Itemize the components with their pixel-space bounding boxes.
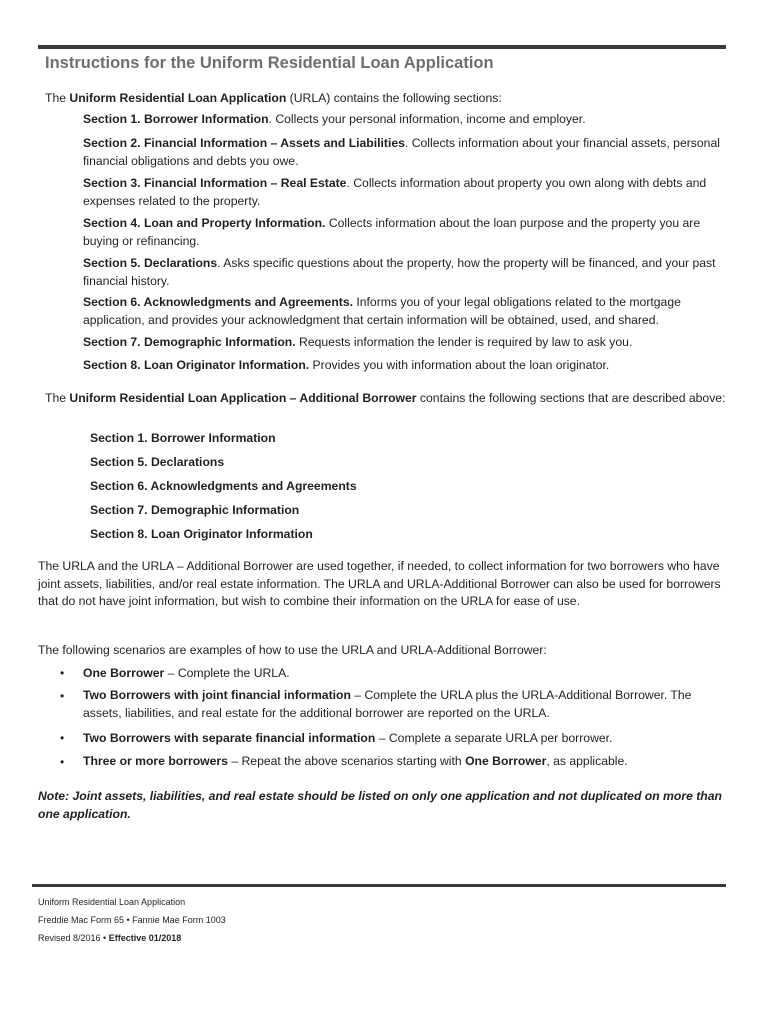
section-2-item xyxy=(83,135,738,170)
additional-pre: The xyxy=(45,391,70,405)
additional-section-item: Section 5. Declarations xyxy=(90,455,225,469)
section-text: Informs you of your legal obligations related to the mortgage application, and provides your acknowledgment that certain information will be obtained, used, and shared. xyxy=(83,295,681,327)
bullet-icon: • xyxy=(60,731,65,745)
additional-section-item: Section 1. Borrower Information xyxy=(90,431,276,445)
footer-rule xyxy=(32,884,726,887)
section-text: Provides you with information about the loan originator. xyxy=(309,358,610,372)
additional-section-item: Section 7. Demographic Information xyxy=(90,503,300,517)
section-head: Section 7. Demographic Information. xyxy=(83,335,296,349)
footer-revised: Revised 8/2016 • xyxy=(38,933,109,943)
intro-bold: Uniform Residential Loan Application xyxy=(69,91,287,105)
section-4-item xyxy=(83,215,738,250)
scenario-bold-2: One Borrower xyxy=(465,754,547,768)
additional-section-item: Section 6. Acknowledgments and Agreements xyxy=(90,479,357,493)
note-text: Note: Joint assets, liabilities, and real estate should be listed on only one application and not duplicated on more than one application. xyxy=(38,789,722,821)
bullet-icon: • xyxy=(60,689,65,703)
section-6-item xyxy=(83,294,738,329)
section-head: Section 8. Loan Originator Information. xyxy=(83,358,310,372)
section-head: Section 6. Acknowledgments and Agreements. xyxy=(83,295,353,309)
scenarios-intro: The following scenarios are examples of how to use the URLA and URLA-Additional Borrower: xyxy=(38,643,547,657)
section-3-item xyxy=(83,175,738,210)
bullet-icon: • xyxy=(60,666,65,680)
section-head: Section 3. Financial Information – Real Estate xyxy=(83,176,347,190)
scenario-bold: Two Borrowers with separate financial information xyxy=(83,731,376,745)
section-8-item xyxy=(83,357,738,375)
scenario-bold: Two Borrowers with joint financial information xyxy=(83,688,351,702)
footer-effective: Effective 01/2018 xyxy=(108,933,182,943)
section-text: Requests information the lender is required by law to ask you. xyxy=(295,335,633,349)
scenario-text: – Complete the URLA. xyxy=(164,666,290,680)
section-text: . Collects information about property you own along with debts and expenses related to the property. xyxy=(83,176,707,208)
footer-revision xyxy=(38,933,181,943)
section-text: . Asks specific questions about the property, how the property will be financed, and your past financial history. xyxy=(83,256,716,288)
joint-info-paragraph: The URLA and the URLA – Additional Borrower are used together, if needed, to collect information for two borrowers who have joint assets, liabilities, and/or real estate information. The URLA and URLA-Additional Borrower can also be used for borrowers that do not have joint information, but wish to combine their information on the URLA for ease of use. xyxy=(38,559,721,608)
section-text: . Collects your personal information, income and employer. xyxy=(268,112,586,126)
scenario-text: – Complete the URLA plus the URLA-Additional Borrower. The assets, liabilities, and real estate for the additional borrower are reported on the URLA. xyxy=(83,688,692,720)
footer-form-numbers: Freddie Mac Form 65 • Fannie Mae Form 1003 xyxy=(38,915,226,925)
scenario-text: – Complete a separate URLA per borrower. xyxy=(375,731,613,745)
section-1-item xyxy=(83,111,738,129)
section-head: Section 2. Financial Information – Assets and Liabilities xyxy=(83,136,405,150)
footer-form-title: Uniform Residential Loan Application xyxy=(38,897,186,907)
page-title: Instructions for the Uniform Residential Loan Application xyxy=(45,54,494,72)
scenario-item xyxy=(83,730,723,748)
section-5-item xyxy=(83,255,738,290)
additional-bold: Uniform Residential Loan Application – Additional Borrower xyxy=(69,391,417,405)
additional-borrower-paragraph xyxy=(45,390,735,408)
scenario-bold: One Borrower xyxy=(83,666,165,680)
intro-post: (URLA) contains the following sections: xyxy=(286,91,502,105)
section-text: . Collects information about your financial assets, personal financial obligations and debts you owe. xyxy=(83,136,720,168)
additional-post: contains the following sections that are described above: xyxy=(416,391,726,405)
section-text: Collects information about the loan purpose and the property you are buying or refinancing. xyxy=(83,216,701,248)
section-7-item xyxy=(83,334,738,352)
section-head: Section 5. Declarations xyxy=(83,256,218,270)
section-head: Section 1. Borrower Information xyxy=(83,112,269,126)
top-rule xyxy=(38,45,726,49)
scenario-text-2: , as applicable. xyxy=(546,754,628,768)
scenario-item xyxy=(83,687,723,722)
scenario-item xyxy=(83,665,723,683)
scenario-bold: Three or more borrowers xyxy=(83,754,228,768)
intro-paragraph xyxy=(45,90,502,108)
intro-pre: The xyxy=(45,91,70,105)
scenario-text: – Repeat the above scenarios starting with xyxy=(227,754,466,768)
scenario-item xyxy=(83,753,723,771)
bullet-icon: • xyxy=(60,755,65,769)
section-head: Section 4. Loan and Property Information. xyxy=(83,216,326,230)
additional-section-item: Section 8. Loan Originator Information xyxy=(90,527,313,541)
